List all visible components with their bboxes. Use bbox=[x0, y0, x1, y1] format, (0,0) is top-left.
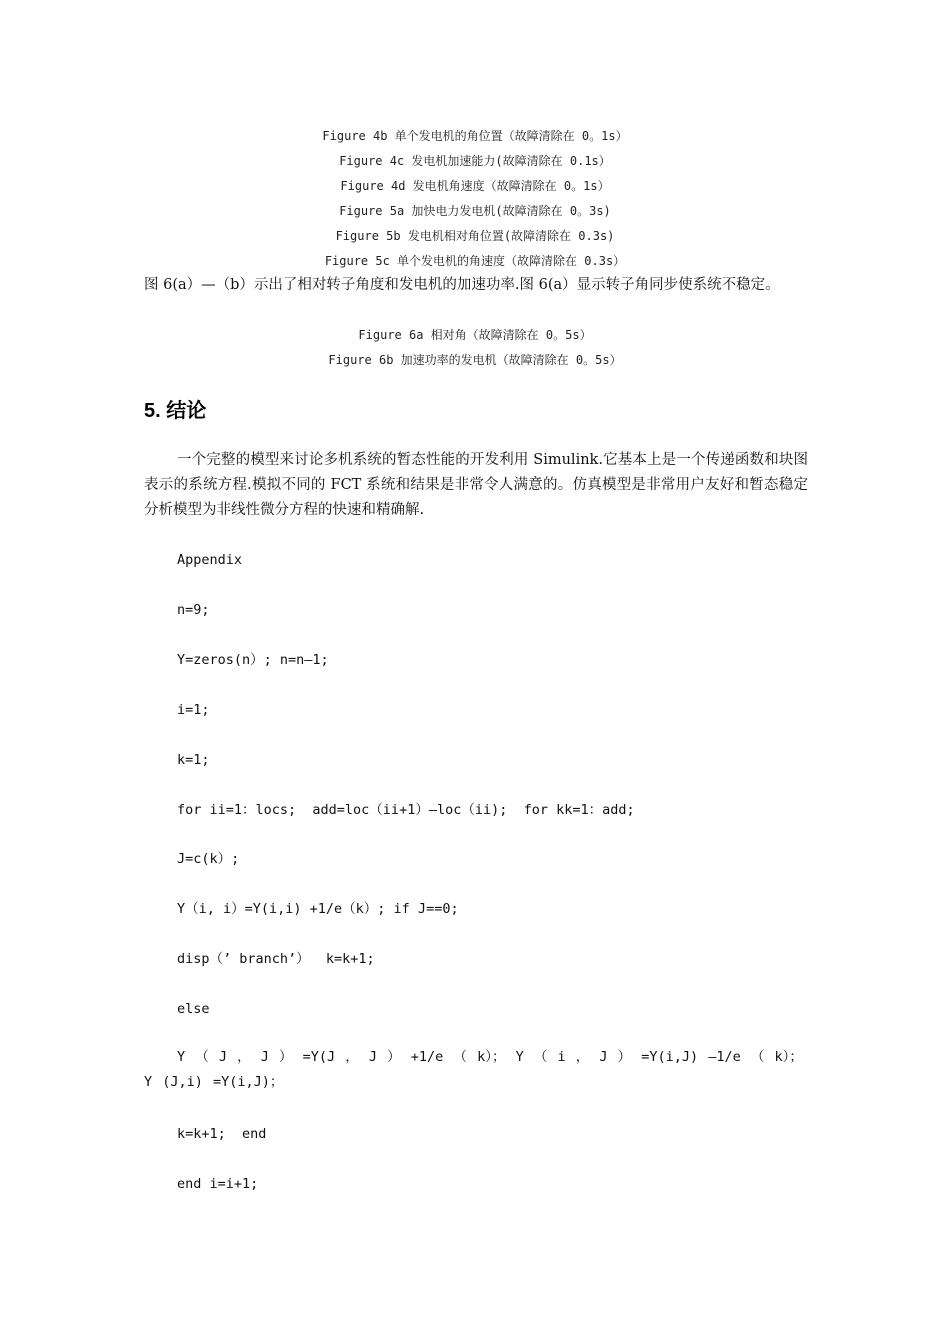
paragraph-figure-6: 图 6(a）—（b）示出了相对转子角度和发电机的加速功率.图 6(a）显示转子角同步使系统不稳定。 bbox=[144, 277, 780, 293]
code-line: end i=i+1; bbox=[177, 1176, 259, 1192]
code-line: Y（i, i）=Y(i,i) +1/e（k）; if J==0; bbox=[177, 901, 459, 917]
conclusion-paragraph: 一个完整的模型来讨论多机系统的暂态性能的开发利用 Simulink.它基本上是一个传递函数和块图表示的系统方程.模拟不同的 FCT 系统和结果是非常令人满意的。仿真模型是非常用户友好和暂态稳定分析模型为非线性微分方程的快速和精确解. bbox=[144, 452, 808, 518]
code-line: disp（’ branch’） k=k+1; bbox=[177, 951, 375, 967]
code-line: k=k+1; end bbox=[177, 1126, 267, 1142]
code-line: for ii=1：locs; add=loc（ii+1）—loc（ii); for kk=1：add; bbox=[177, 802, 635, 818]
figure-caption-6b: Figure 6b 加速功率的发电机（故障清除在 0。5s） bbox=[328, 353, 622, 367]
figure-caption-5b: Figure 5b 发电机相对角位置(故障清除在 0.3s) bbox=[335, 229, 615, 243]
code-line: Y=zeros(n）; n=n—1; bbox=[177, 652, 329, 668]
section-heading-conclusion: 5. 结论 bbox=[144, 400, 207, 422]
figure-caption-5a: Figure 5a 加快电力发电机(故障清除在 0。3s) bbox=[339, 204, 611, 218]
code-line: n=9; bbox=[177, 602, 210, 618]
code-line-wrapped: Y （ J ， J ） =Y(J ， J ） +1/e （ k）； Y （ i ， J ） =Y(i,J) —1/e （ k）；Y (J,i) =Y(i,J)； bbox=[144, 1049, 803, 1090]
figure-caption-4d: Figure 4d 发电机角速度（故障清除在 0。1s） bbox=[340, 179, 610, 193]
figure-caption-6a: Figure 6a 相对角（故障清除在 0。5s） bbox=[358, 328, 592, 342]
code-line: i=1; bbox=[177, 702, 210, 718]
figure-caption-5c: Figure 5c 单个发电机的角速度（故障清除在 0.3s） bbox=[324, 254, 626, 268]
code-line: else bbox=[177, 1001, 210, 1017]
figure-caption-4c: Figure 4c 发电机加速能力(故障清除在 0.1s） bbox=[339, 154, 611, 168]
code-line: J=c(k）; bbox=[177, 851, 240, 867]
appendix-title: Appendix bbox=[177, 552, 243, 568]
figure-caption-4b: Figure 4b 单个发电机的角位置（故障清除在 0。1s） bbox=[322, 129, 628, 143]
code-line: k=1; bbox=[177, 752, 210, 768]
